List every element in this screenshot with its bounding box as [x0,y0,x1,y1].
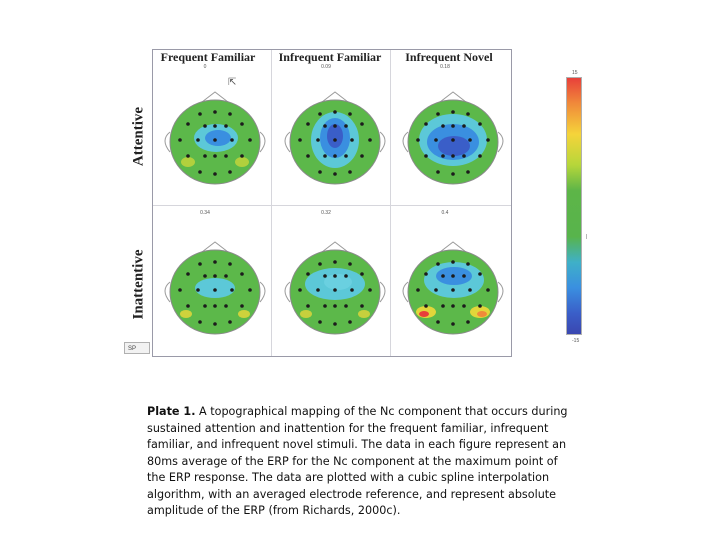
colorbar [566,77,582,335]
topomap-attentive-infrequent-familiar [280,90,390,190]
caption-title: Plate 1. [147,405,196,418]
row-label-inattentive: Inattentive [130,249,147,320]
column-header-infrequent-familiar: Infrequent Familiar [278,50,382,64]
sp-button[interactable]: SP [124,342,150,354]
colorbar-mid-label: | [586,234,588,240]
panel-value: 0.18 [440,64,450,70]
panel-value: 0.09 [321,64,331,70]
column-header-frequent-familiar: Frequent Familiar [160,50,256,64]
colorbar-max-label: 15 [572,70,578,76]
panel-value: 0.34 [200,210,210,216]
grid-divider [390,50,391,356]
cursor-icon: ⇱ [228,77,237,88]
colorbar-min-label: -15 [572,338,580,344]
topomap-attentive-infrequent-novel [398,90,508,190]
topomap-attentive-frequent-familiar [160,90,270,190]
topomap-inattentive-infrequent-familiar [280,240,390,340]
panel-value: 0.4 [441,210,449,216]
row-label-attentive: Attentive [130,106,147,167]
column-header-infrequent-novel: Infrequent Novel [405,50,493,64]
grid-divider [271,50,272,356]
panel-value: 0 [203,64,207,70]
panel-value: 0.32 [321,210,331,216]
topomap-inattentive-infrequent-novel [398,240,508,340]
grid-divider [153,205,511,206]
figure-caption [147,404,579,520]
topomap-inattentive-frequent-familiar [160,240,270,340]
caption-text: A topographical mapping of the Nc component that occurs during sustained attention and inattention for the frequent familiar, infrequent familiar, and infrequent novel stimuli. The data in each figure represent an 80ms average of the ERP for the Nc component at the maximum point of the ERP response. The data are plotted with a cubic spline interpolation algorithm, with an averaged electrode reference, and represent absolute amplitude of the ERP (from Richards, 2000c). [147,405,568,517]
